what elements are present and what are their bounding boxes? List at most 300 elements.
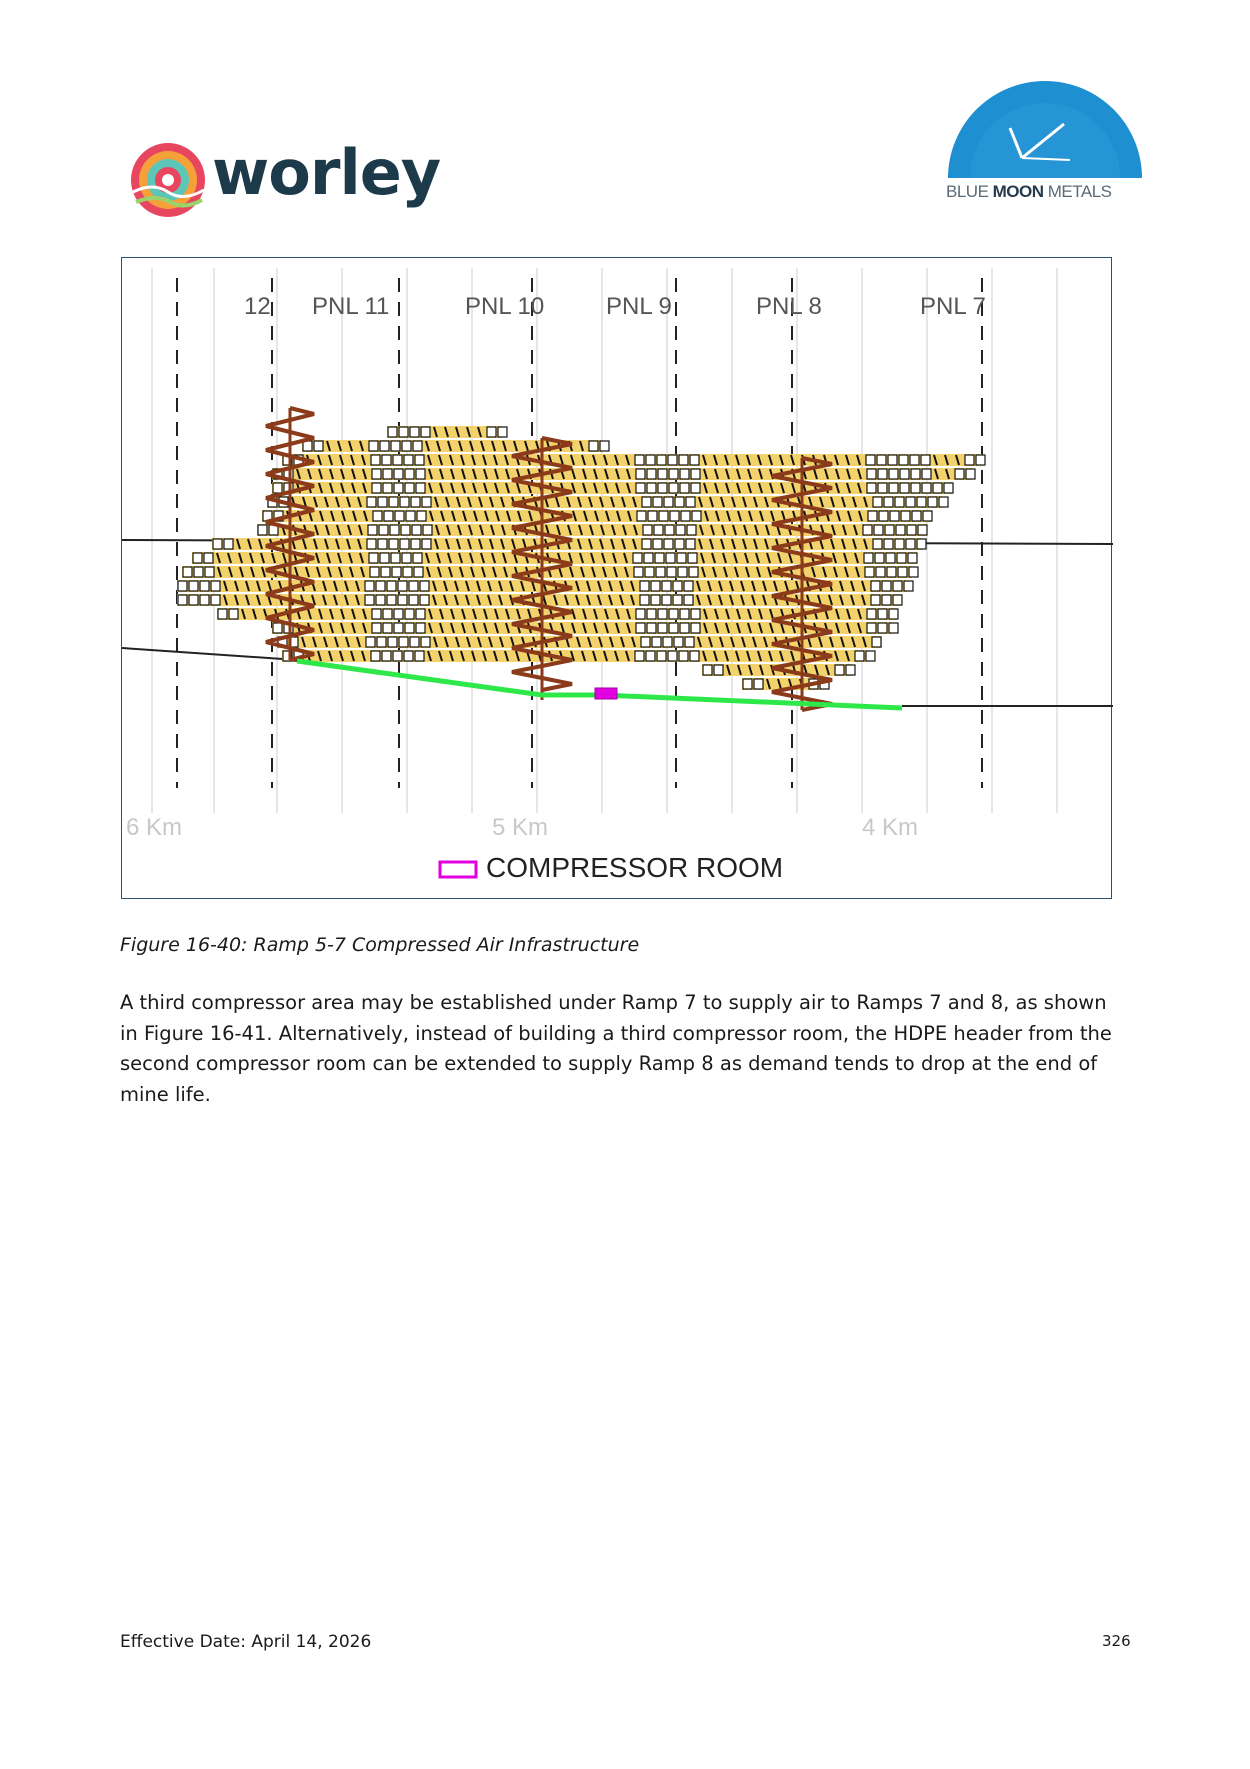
stope-cell <box>665 525 674 535</box>
stope-cell <box>413 441 422 451</box>
stope-cell <box>835 665 844 675</box>
worley-logo-icon <box>128 140 208 220</box>
km-label-6: 6 Km <box>126 814 183 841</box>
stope-cell <box>636 609 645 619</box>
stope-cell <box>691 623 700 633</box>
stope-cell <box>406 511 415 521</box>
stope-cell <box>647 609 656 619</box>
stope-cell <box>200 581 209 591</box>
stope-cell <box>379 525 388 535</box>
blue-moon-metals-logo <box>940 80 1150 210</box>
panel-label-pnl-9: PNL 9 <box>606 293 672 320</box>
stope-cell <box>669 609 678 619</box>
stope-cell <box>378 539 387 549</box>
stope-cell <box>874 525 883 535</box>
stope-cell <box>398 595 407 605</box>
stope-cell <box>383 469 392 479</box>
stope-cell <box>658 469 667 479</box>
stope-cell <box>398 581 407 591</box>
stope-cell <box>372 469 381 479</box>
stope-cell <box>878 469 887 479</box>
stope-cell <box>882 595 891 605</box>
stope-cell <box>189 595 198 605</box>
stope-cell <box>224 539 233 549</box>
stope-cell <box>403 567 412 577</box>
stope-cell <box>878 483 887 493</box>
stope-cell <box>640 595 649 605</box>
stope-cell <box>653 539 662 549</box>
stope-cell <box>380 441 389 451</box>
stope-cell <box>395 511 404 521</box>
stope-cell <box>657 651 666 661</box>
stope-cell <box>229 609 238 619</box>
stope-cell <box>411 539 420 549</box>
stope-cell <box>394 483 403 493</box>
stope-cell <box>691 609 700 619</box>
stope-cell <box>885 525 894 535</box>
stope-cell <box>383 623 392 633</box>
stope-cell <box>918 525 927 535</box>
stope-cell <box>901 511 910 521</box>
stope-cell <box>388 427 397 437</box>
stope-cell <box>412 525 421 535</box>
stope-cell <box>416 623 425 633</box>
stope-cell <box>377 637 386 647</box>
stope-cell <box>884 539 893 549</box>
stope-cell <box>365 581 374 591</box>
stope-cell <box>213 539 222 549</box>
stope-cell <box>389 539 398 549</box>
stope-cell <box>922 483 931 493</box>
reference-line-lower-left <box>122 648 297 660</box>
stope-cell <box>678 567 687 577</box>
stope-cell <box>651 581 660 591</box>
stope-cell <box>635 651 644 661</box>
stope-cell <box>642 539 651 549</box>
stope-cell <box>664 497 673 507</box>
stope-cell <box>879 511 888 521</box>
stope-cell <box>421 427 430 437</box>
stope-cell <box>498 427 507 437</box>
stope-cell <box>402 553 411 563</box>
stope-cell <box>413 553 422 563</box>
stope-cell <box>387 581 396 591</box>
figure-caption: Figure 16-40: Ramp 5-7 Compressed Air Infrastructure <box>120 934 640 956</box>
stope-cell <box>194 567 203 577</box>
stope-cell <box>391 553 400 563</box>
stope-cell <box>669 483 678 493</box>
stope-cell <box>889 623 898 633</box>
stope-cell <box>873 497 882 507</box>
stope-cell <box>680 469 689 479</box>
stope-cell <box>679 651 688 661</box>
compressor-room <box>595 688 617 699</box>
stope-cell <box>369 553 378 563</box>
stope-cell <box>900 469 909 479</box>
stope-cell <box>178 581 187 591</box>
stope-cell <box>684 595 693 605</box>
stope-cell <box>410 427 419 437</box>
stope-cell <box>646 455 655 465</box>
stope-cell <box>393 455 402 465</box>
stope-cell <box>895 539 904 549</box>
stope-cell <box>655 553 664 563</box>
stope-cell <box>273 623 282 633</box>
worley-wordmark: worley <box>212 136 441 209</box>
stope-cell <box>405 609 414 619</box>
stope-cell <box>647 483 656 493</box>
stope-cell <box>178 595 187 605</box>
stope-cell <box>400 539 409 549</box>
stope-cell <box>846 665 855 675</box>
stope-cell <box>258 525 267 535</box>
stope-cell <box>393 651 402 661</box>
stope-cell <box>875 553 884 563</box>
stope-cell <box>868 511 877 521</box>
stope-cell <box>680 483 689 493</box>
stope-cell <box>636 469 645 479</box>
stope-cell <box>680 623 689 633</box>
stope-cell <box>637 511 646 521</box>
stope-cell <box>416 469 425 479</box>
stope-cell <box>864 553 873 563</box>
stope-cell <box>866 651 875 661</box>
stope-cell <box>303 441 312 451</box>
stope-cell <box>372 623 381 633</box>
figure-ramp-5-7-diagram <box>121 257 1112 899</box>
stope-cell <box>389 497 398 507</box>
stope-cell <box>889 469 898 479</box>
stope-cell <box>368 525 377 535</box>
stope-cell <box>400 497 409 507</box>
stope-cell <box>658 609 667 619</box>
panel-label-pnl-8: PNL 8 <box>756 293 822 320</box>
stope-cell <box>647 469 656 479</box>
stope-cell <box>906 539 915 549</box>
stope-cell <box>673 595 682 605</box>
stope-cell <box>703 665 712 675</box>
stope-cell <box>600 441 609 451</box>
stope-cell <box>896 525 905 535</box>
stope-cell <box>677 553 686 563</box>
stope-cell <box>487 427 496 437</box>
stope-cell <box>904 581 913 591</box>
stope-cell <box>383 609 392 619</box>
stope-cell <box>651 595 660 605</box>
stope-cell <box>687 525 696 535</box>
stope-cell <box>658 623 667 633</box>
stope-cell <box>370 567 379 577</box>
stope-cell <box>867 483 876 493</box>
stope-cell <box>889 483 898 493</box>
stope-cell <box>910 455 919 465</box>
stope-cell <box>376 595 385 605</box>
stope-cell <box>633 553 642 563</box>
stope-cell <box>641 637 650 647</box>
stope-cell <box>867 623 876 633</box>
stope-cell <box>423 525 432 535</box>
stope-cell <box>664 539 673 549</box>
stope-cell <box>589 441 598 451</box>
legend-compressor-label: COMPRESSOR ROOM <box>486 852 784 883</box>
stope-cell <box>928 497 937 507</box>
stope-cell <box>189 581 198 591</box>
stope-cell <box>390 525 399 535</box>
stope-cell <box>923 511 932 521</box>
stope-cell <box>933 483 942 493</box>
stope-cell <box>381 567 390 577</box>
stope-cell <box>273 483 282 493</box>
stope-cell <box>200 595 209 605</box>
stope-cell <box>662 595 671 605</box>
stope-cell <box>889 609 898 619</box>
stope-cell <box>684 581 693 591</box>
stope-cell <box>965 455 974 465</box>
body-paragraph: A third compressor area may be established under Ramp 7 to supply air to Ramps 7 and 8, as shown in Figure 16-41. Alternatively, instead of building a third compressor room, the HDPE header from the second compressor room can be extended to supply Ramp 8 as demand tends to drop at the end of mine life. <box>120 991 1112 1106</box>
stope-cell <box>917 539 926 549</box>
stope-cell <box>659 511 668 521</box>
footer-effective-date: Effective Date: April 14, 2026 <box>120 1632 372 1652</box>
stope-cell <box>211 595 220 605</box>
stope-cell <box>420 595 429 605</box>
stope-cell <box>911 469 920 479</box>
stope-cell <box>405 469 414 479</box>
stope-cell <box>679 455 688 465</box>
stope-cell <box>648 511 657 521</box>
stope-cell <box>371 651 380 661</box>
stope-cell <box>690 651 699 661</box>
stope-cell <box>394 609 403 619</box>
stope-cell <box>884 497 893 507</box>
stope-cell <box>382 651 391 661</box>
stope-cell <box>873 539 882 549</box>
stope-cell <box>416 609 425 619</box>
stope-cell <box>898 567 907 577</box>
stope-cell <box>365 595 374 605</box>
stope-cell <box>645 567 654 577</box>
stope-cell <box>922 469 931 479</box>
stope-cell <box>205 567 214 577</box>
stope-cell <box>893 595 902 605</box>
stope-cell <box>654 525 663 535</box>
stope-cell <box>876 567 885 577</box>
stope-cell <box>897 553 906 563</box>
stope-cell <box>394 623 403 633</box>
stope-cell <box>686 539 695 549</box>
stope-cell <box>686 497 695 507</box>
stope-cell <box>867 609 876 619</box>
stope-cell <box>422 539 431 549</box>
stope-cell <box>917 497 926 507</box>
stope-cell <box>895 497 904 507</box>
stope-cell <box>658 483 667 493</box>
stope-cell <box>666 553 675 563</box>
stope-cell <box>669 469 678 479</box>
stope-cell <box>907 525 916 535</box>
stope-cell <box>673 581 682 591</box>
stope-cell <box>890 511 899 521</box>
stope-cell <box>218 609 227 619</box>
stope-cell <box>878 609 887 619</box>
stope-cell <box>399 427 408 437</box>
stope-cell <box>414 567 423 577</box>
stope-cell <box>871 581 880 591</box>
stope-cell <box>402 441 411 451</box>
stope-cell <box>882 581 891 591</box>
stope-cell <box>193 553 202 563</box>
stope-cell <box>378 497 387 507</box>
moon-icon <box>940 80 1150 180</box>
stope-cell <box>405 623 414 633</box>
stope-cell <box>652 637 661 647</box>
stope-cell <box>662 581 671 591</box>
stope-cell <box>887 567 896 577</box>
stope-cell <box>669 623 678 633</box>
stope-cell <box>420 581 429 591</box>
stope-cell <box>863 525 872 535</box>
km-label-5: 5 Km <box>492 814 549 841</box>
stope-cell <box>691 469 700 479</box>
stope-cell <box>955 469 964 479</box>
blue-moon-metals-wordmark: BLUE MOON METALS <box>946 182 1112 201</box>
stope-cell <box>893 581 902 591</box>
stope-cell <box>376 581 385 591</box>
worley-logo <box>128 136 458 220</box>
stope-cell <box>411 497 420 507</box>
stope-cell <box>204 553 213 563</box>
stope-cell <box>886 553 895 563</box>
stope-cell <box>656 567 665 577</box>
stope-cell <box>692 511 701 521</box>
stope-cell <box>690 455 699 465</box>
stope-cell <box>642 497 651 507</box>
stope-cell <box>384 511 393 521</box>
stope-cell <box>670 511 679 521</box>
stope-cell <box>636 623 645 633</box>
stope-cell <box>380 553 389 563</box>
stope-cell <box>404 651 413 661</box>
stope-cell <box>680 609 689 619</box>
stope-cell <box>689 567 698 577</box>
stope-cell <box>640 581 649 591</box>
stope-cell <box>668 651 677 661</box>
stope-cell <box>636 483 645 493</box>
stope-cell <box>383 483 392 493</box>
stope-cell <box>663 637 672 647</box>
stope-cell <box>416 483 425 493</box>
stope-cell <box>855 651 864 661</box>
stope-cell <box>366 637 375 647</box>
legend-compressor-swatch <box>440 862 476 877</box>
stope-cell <box>387 595 396 605</box>
stope-cell <box>976 455 985 465</box>
stope-cell <box>909 567 918 577</box>
stope-cell <box>382 455 391 465</box>
stope-cell <box>388 637 397 647</box>
stope-cell <box>415 651 424 661</box>
stope-cell <box>888 455 897 465</box>
stope-cell <box>314 441 323 451</box>
stope-cell <box>415 455 424 465</box>
stope-cell <box>653 497 662 507</box>
panel-label-pnl-11: PNL 11 <box>312 293 390 320</box>
stope-cell <box>912 511 921 521</box>
stope-cell <box>410 637 419 647</box>
stope-cell <box>681 511 690 521</box>
stope-cell <box>367 497 376 507</box>
stope-cell <box>417 511 426 521</box>
stope-cell <box>674 637 683 647</box>
stope-cell <box>657 455 666 465</box>
mine-section-diagram <box>122 258 1113 900</box>
panel-label-12: 12 <box>244 293 271 320</box>
stope-cell <box>409 581 418 591</box>
stope-cell <box>714 665 723 675</box>
stope-cell <box>675 497 684 507</box>
stope-cell <box>688 553 697 563</box>
stope-cell <box>667 567 676 577</box>
stope-cell <box>372 483 381 493</box>
footer-page-number: 326 <box>1102 1632 1131 1650</box>
stope-cell <box>668 455 677 465</box>
stope-cell <box>906 497 915 507</box>
stope-cell <box>371 455 380 465</box>
stope-cell <box>866 455 875 465</box>
panel-label-pnl-7: PNL 7 <box>920 293 986 320</box>
stope-cell <box>183 567 192 577</box>
stope-cell <box>421 637 430 647</box>
stope-cell <box>966 469 975 479</box>
stope-cell <box>754 679 763 689</box>
stope-cell <box>394 469 403 479</box>
stope-cell <box>367 539 376 549</box>
stope-cell <box>921 455 930 465</box>
stope-cell <box>691 483 700 493</box>
stope-cell <box>635 455 644 465</box>
stope-cell <box>939 497 948 507</box>
stope-cell <box>643 525 652 535</box>
stope-cell <box>369 441 378 451</box>
stope-cell <box>409 595 418 605</box>
stope-cell <box>405 483 414 493</box>
stope-cell <box>900 483 909 493</box>
stope-cell <box>877 455 886 465</box>
stope-cell <box>685 637 694 647</box>
stope-cell <box>401 525 410 535</box>
stope-cell <box>899 455 908 465</box>
stope-cell <box>743 679 752 689</box>
stope-cell <box>908 553 917 563</box>
stope-cell <box>878 623 887 633</box>
km-label-4: 4 Km <box>862 814 919 841</box>
stope-cell <box>944 483 953 493</box>
stope-cell <box>373 511 382 521</box>
stope-cell <box>647 623 656 633</box>
stope-cell <box>867 469 876 479</box>
stope-cell <box>675 539 684 549</box>
stope-cell <box>404 455 413 465</box>
stope-cell <box>865 567 874 577</box>
stope-cell <box>372 609 381 619</box>
stope-cell <box>872 637 881 647</box>
stope-cell <box>391 441 400 451</box>
stope-cell <box>871 595 880 605</box>
stope-cell <box>399 637 408 647</box>
stope-cell <box>646 651 655 661</box>
stope-cell <box>392 567 401 577</box>
stope-cell <box>911 483 920 493</box>
stope-cell <box>676 525 685 535</box>
